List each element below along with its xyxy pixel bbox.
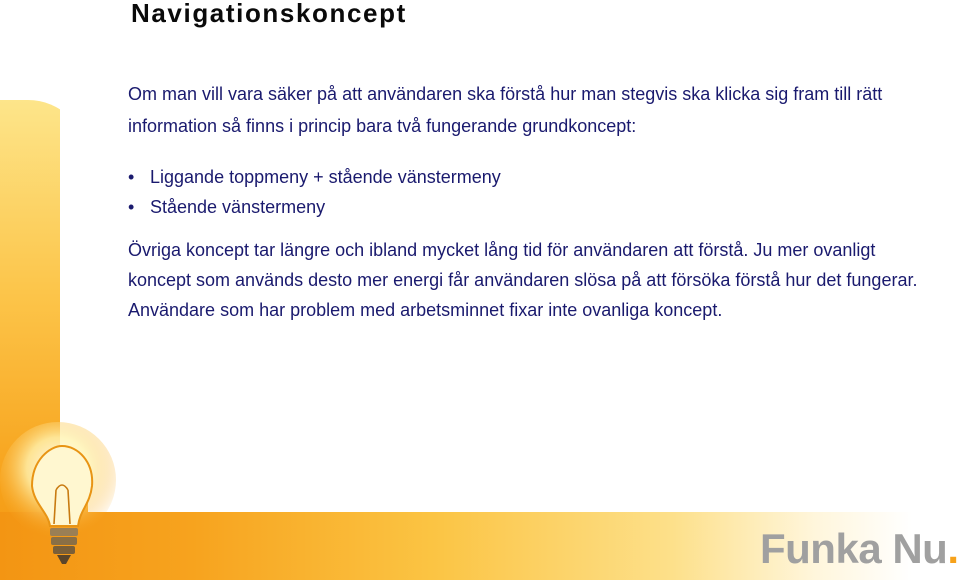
list-item: • Stående vänstermeny (128, 192, 918, 222)
logo-text: Funka Nu (760, 525, 948, 572)
intro-paragraph: Om man vill vara säker på att användaren ska förstå hur man stegvis ska klicka sig fram till rätt information så finns i princip bara två fungerande grundkoncept: (128, 84, 883, 136)
slide-body (128, 78, 918, 325)
funka-nu-logo (760, 524, 959, 574)
slide-title: Navigationskoncept (131, 0, 407, 28)
conclusion-paragraph: Övriga koncept tar längre och ibland mycket lång tid för användaren att förstå. Ju mer ovanligt koncept som används desto mer energi får användaren slösa på att försöka förstå hur det fungerar. Användare som har problem med arbetsminnet fixar inte ovanliga koncept. (128, 240, 918, 320)
lightbulb-icon (0, 420, 130, 580)
list-item: • Liggande toppmeny + stående vänstermeny (128, 162, 918, 192)
logo-dot: . (947, 525, 959, 572)
concept-list (128, 162, 918, 222)
